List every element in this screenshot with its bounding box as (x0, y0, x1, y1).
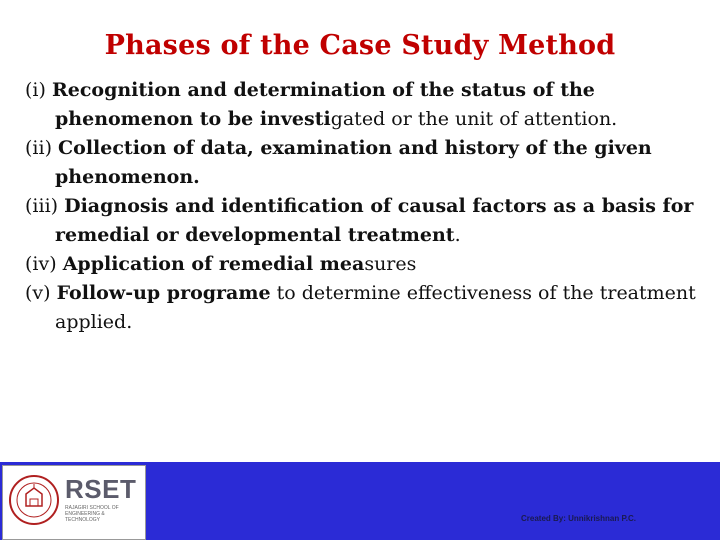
phase-bold-text: Application of remedial mea (62, 253, 365, 275)
rset-logo (2, 465, 146, 540)
credit-text: Created By: Unnikrishnan P.C. (521, 514, 636, 523)
phase-list (25, 76, 705, 337)
slide-title: Phases of the Case Study Method (104, 30, 616, 61)
phase-item-2 (25, 134, 705, 192)
phase-bold-text: Recognition and determination of the status of the phenomenon to be investi (51, 79, 595, 130)
phase-item-4 (25, 250, 705, 279)
logo-wordmark: RSET (65, 474, 137, 504)
phase-rest-text: . (454, 224, 461, 246)
phase-item-3 (25, 192, 705, 250)
seal-icon (8, 472, 60, 532)
phase-bold-text: Follow-up programe (56, 282, 271, 304)
phase-prefix: (iv) (25, 253, 63, 275)
phase-bold-text: Diagnosis and identification of causal factors as a basis for remedial or developmental treatment (55, 195, 694, 246)
phase-prefix: (i) (25, 79, 52, 101)
phase-rest-text: gated or the unit of attention. (330, 108, 618, 130)
phase-prefix: (ii) (25, 137, 59, 159)
logo-subtext: RAJAGIRI SCHOOL OF ENGINEERING & TECHNOLOGY (65, 505, 119, 523)
phase-rest-text: to determine effectiveness of the treatment applied. (55, 282, 696, 333)
phase-prefix: (iii) (25, 195, 65, 217)
phase-prefix: (v) (25, 282, 57, 304)
phase-item-5 (25, 279, 705, 337)
phase-item-1 (25, 76, 705, 134)
phase-rest-text: sures (364, 253, 417, 275)
phase-bold-text: Collection of data, examination and history of the given phenomenon. (55, 137, 652, 188)
footer-bar (0, 462, 720, 540)
